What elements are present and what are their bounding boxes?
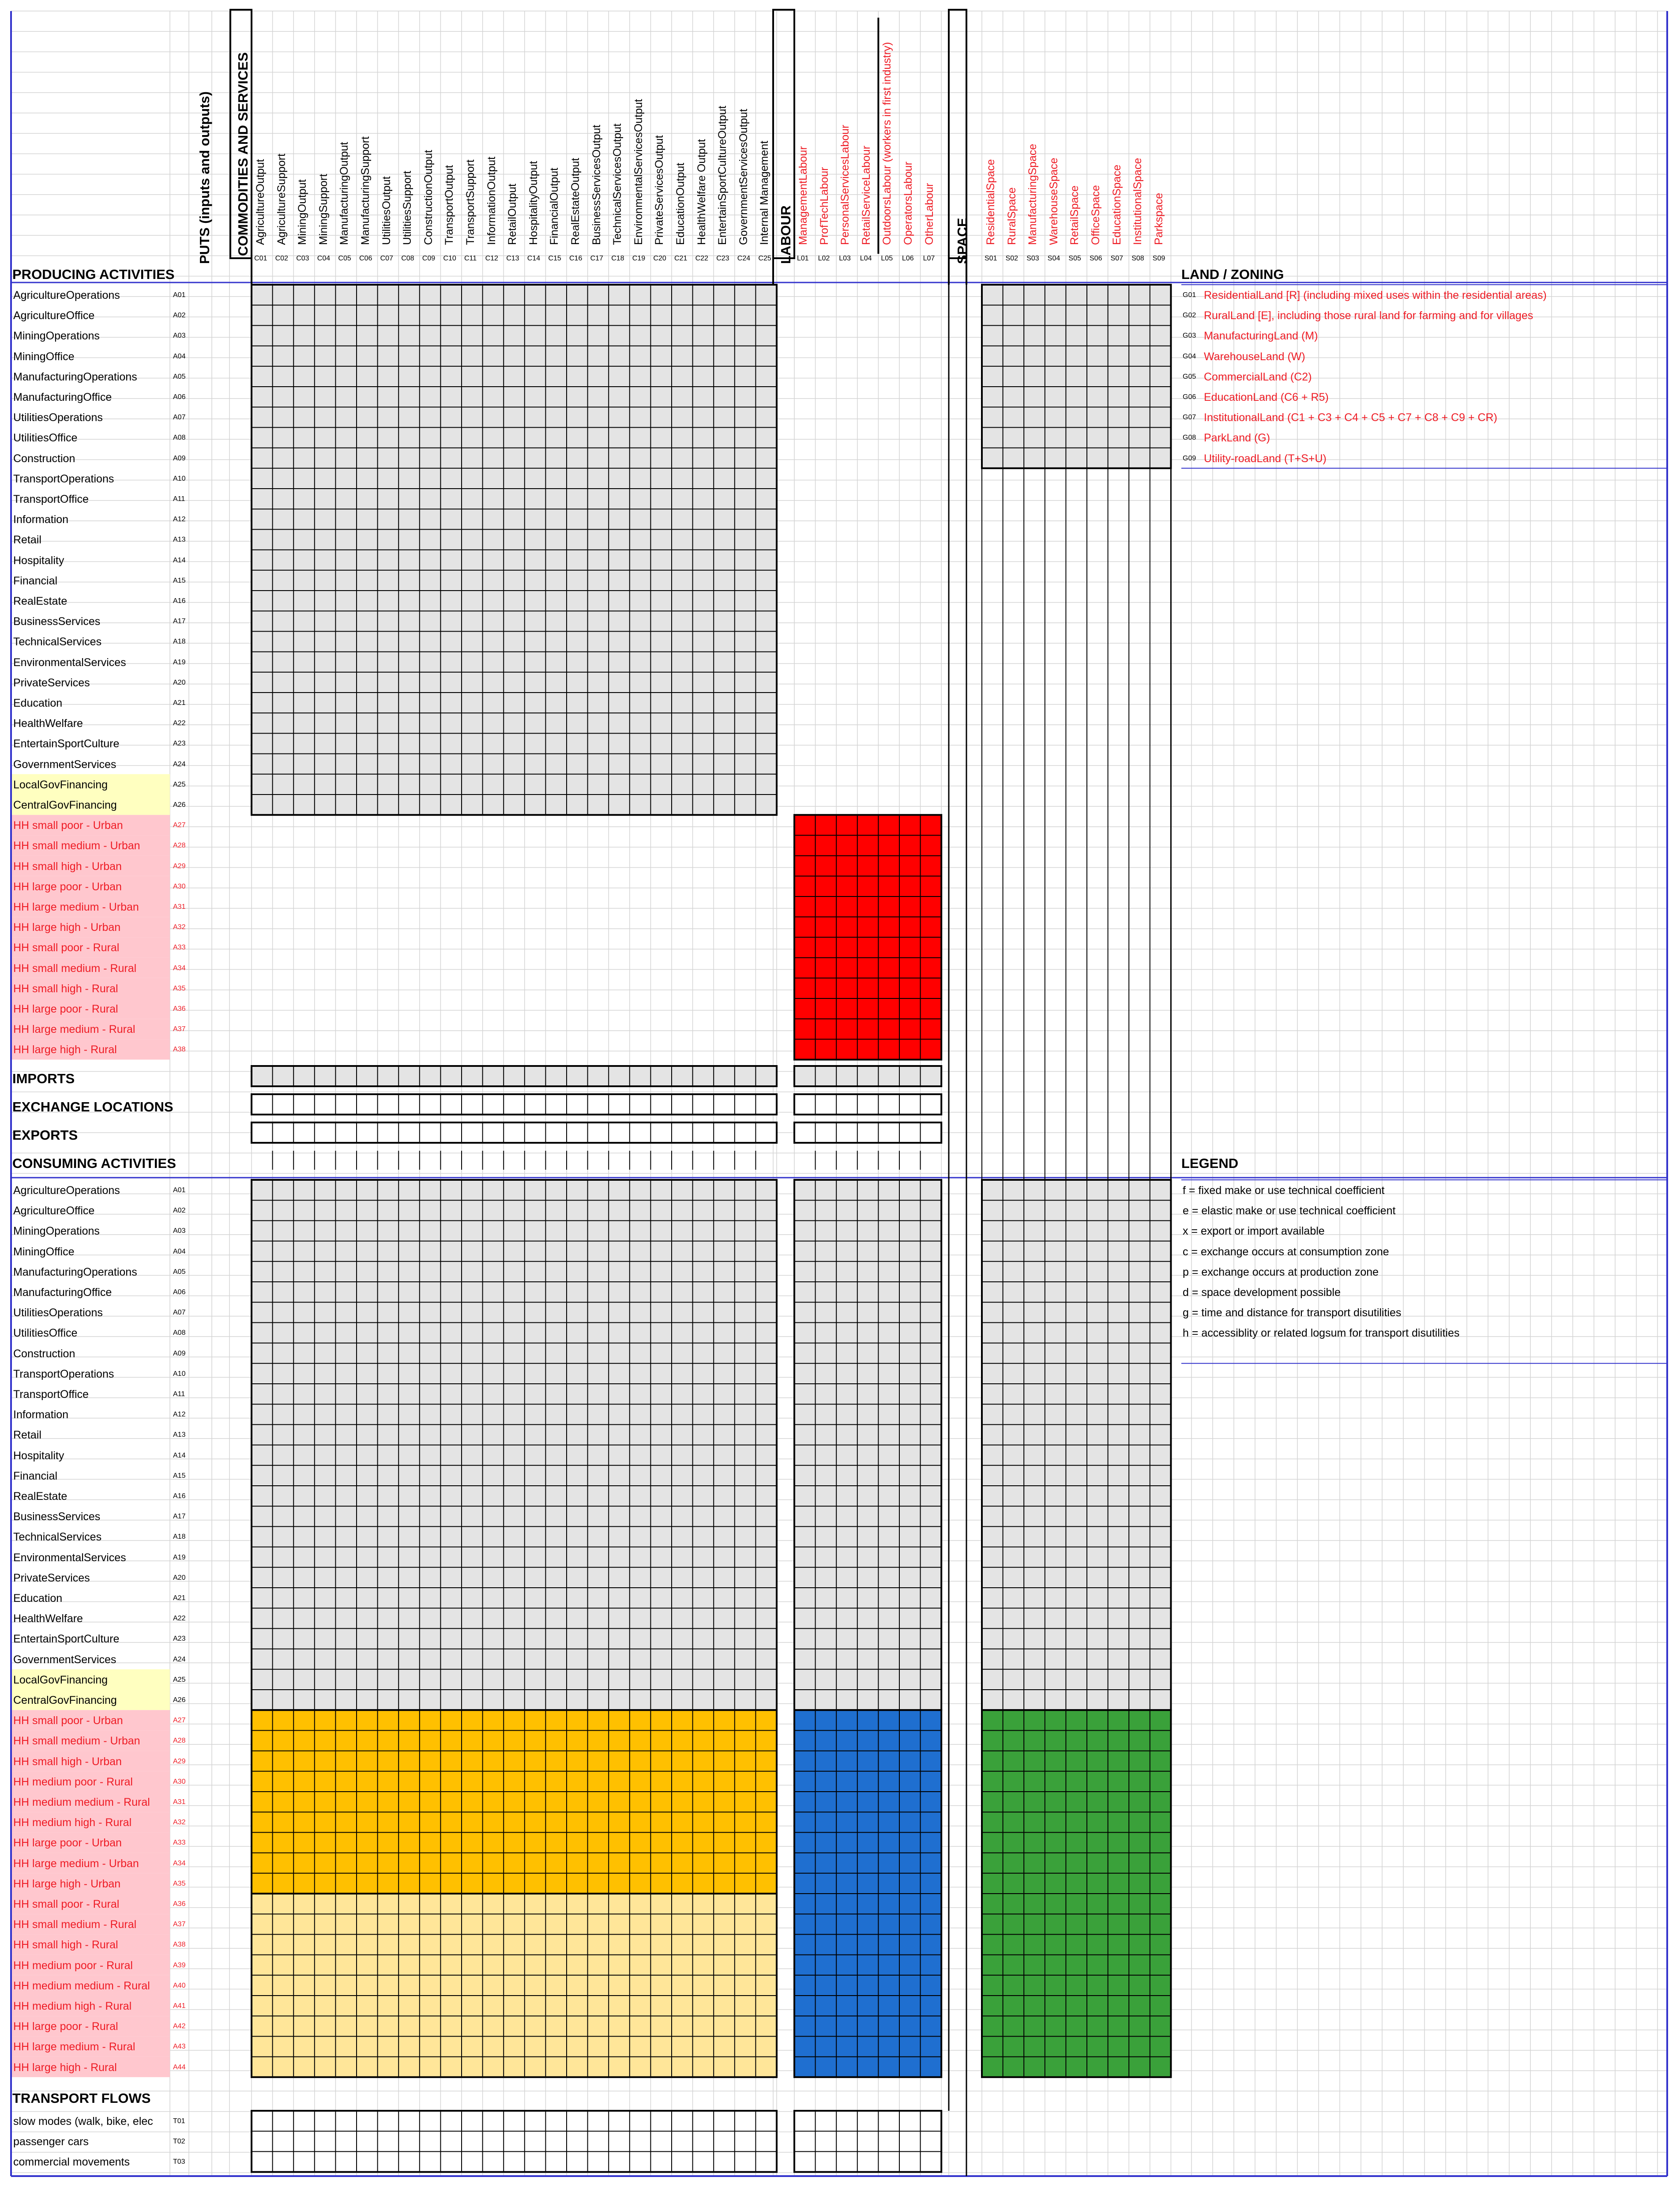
consuming-row-code: A35 [173, 1879, 186, 1887]
labour-column-code: L07 [923, 255, 935, 262]
producing-row-code: A38 [173, 1046, 186, 1054]
commodity-column-label: UtilitiesSupport [401, 170, 414, 245]
commodity-column-code: C16 [569, 255, 583, 262]
commodity-column-code: C02 [275, 255, 288, 262]
consuming-row-label: ManufacturingOperations [13, 1265, 137, 1278]
consuming-row-label: HH medium medium - Rural [13, 1796, 150, 1808]
consuming-row-label: CentralGovFinancing [13, 1694, 117, 1706]
consuming-row-code: A01 [173, 1186, 186, 1194]
producing-row-code: A10 [173, 475, 186, 482]
consuming-row-code: A13 [173, 1431, 186, 1439]
commodity-column-code: C10 [443, 255, 456, 262]
land-zoning-code: G08 [1183, 434, 1196, 442]
land-zoning-label: Utility-roadLand (T+S+U) [1204, 452, 1327, 465]
producing-row-code: A31 [173, 903, 186, 911]
consuming-row-code: A11 [173, 1390, 185, 1398]
producing-row-label: EntertainSportCulture [13, 738, 120, 750]
producing-row-code: A30 [173, 882, 186, 890]
consuming-row-code: A19 [173, 1553, 186, 1561]
commodity-column-code: C06 [359, 255, 372, 262]
land-zoning-label: ResidentialLand [R] (including mixed uses within the residential areas) [1204, 289, 1547, 301]
producing-row-label: HH small medium - Urban [13, 840, 140, 852]
commodity-column-code: C01 [254, 255, 267, 262]
consuming-row-label: HH medium high - Rural [13, 2000, 132, 2012]
commodity-column-code: C05 [338, 255, 351, 262]
commodity-column-label: BusinessServicesOutput [590, 124, 603, 245]
consuming-row-code: A02 [173, 1207, 186, 1215]
consuming-row-label: RealEstate [13, 1490, 68, 1503]
commodity-column-label: TransportSupport [464, 159, 477, 245]
consuming-row-code: A43 [173, 2043, 186, 2051]
consuming-row-label: LocalGovFinancing [13, 1673, 108, 1686]
consuming-row-code: A31 [173, 1798, 186, 1806]
producing-row-code: A37 [173, 1025, 186, 1033]
consuming-row-code: A06 [173, 1288, 186, 1296]
transport-row-label: commercial movements [13, 2156, 130, 2169]
producing-row-label: HH small high - Rural [13, 982, 118, 995]
consuming-row-code: A42 [173, 2022, 186, 2030]
consuming-row-label: TechnicalServices [13, 1531, 102, 1544]
legend-entry: d = space development possible [1183, 1286, 1341, 1299]
producing-row-label: EnvironmentalServices [13, 656, 126, 669]
producing-row-code: A03 [173, 332, 186, 340]
producing-row-label: HH large poor - Urban [13, 880, 122, 893]
producing-row-code: A14 [173, 556, 186, 564]
producing-row-code: A22 [173, 719, 186, 727]
land-zoning-label: WarehouseLand (W) [1204, 350, 1305, 363]
legend-entry: c = exchange occurs at consumption zone [1183, 1245, 1389, 1258]
consuming-row-label: MiningOperations [13, 1225, 100, 1238]
producing-row-code: A09 [173, 454, 186, 462]
producing-row-code: A24 [173, 760, 186, 768]
labour-column-code: L02 [818, 255, 830, 262]
labour-column-code: L01 [797, 255, 809, 262]
consuming-row-code: A18 [173, 1533, 186, 1541]
consuming-row-label: BusinessServices [13, 1510, 101, 1523]
producing-row-label: Retail [13, 534, 41, 546]
legend-entry: h = accessiblity or related logsum for transport disutilities [1183, 1327, 1460, 1340]
producing-row-label: HealthWelfare [13, 717, 83, 730]
consuming-row-code: A04 [173, 1247, 186, 1255]
consuming-row-code: A03 [173, 1227, 186, 1235]
commodity-column-label: TransportOutput [443, 165, 456, 245]
producing-row-code: A29 [173, 862, 186, 870]
consuming-row-label: ManufacturingOffice [13, 1286, 112, 1299]
producing-row-label: HH small poor - Urban [13, 819, 123, 832]
space-column-code: S05 [1068, 255, 1081, 262]
consuming-row-code: A24 [173, 1655, 186, 1663]
labour-header: LABOUR [778, 205, 793, 264]
commodity-column-code: C07 [380, 255, 393, 262]
space-column-label: OfficeSpace [1090, 185, 1102, 245]
labour-column-code: L06 [902, 255, 914, 262]
consuming-row-label: HH medium poor - Rural [13, 1959, 133, 1972]
producing-header: PRODUCING ACTIVITIES [12, 267, 175, 282]
consuming-header: CONSUMING ACTIVITIES [12, 1156, 176, 1171]
producing-row-code: A15 [173, 576, 186, 584]
consuming-row-code: A41 [173, 2002, 186, 2010]
transport-header: TRANSPORT FLOWS [12, 2090, 151, 2106]
commodity-column-label: ManufacturingOutput [338, 142, 351, 245]
commodity-column-code: C21 [674, 255, 688, 262]
producing-row-label: TransportOperations [13, 472, 114, 485]
producing-row-label: BusinessServices [13, 615, 101, 628]
commodity-column-label: MiningOutput [296, 179, 309, 245]
consuming-row-label: HH large poor - Rural [13, 2020, 118, 2033]
commodity-column-label: EnvironmentalServicesOutput [632, 99, 645, 245]
space-header: SPACE [955, 218, 970, 264]
producing-row-code: A18 [173, 638, 186, 646]
commodity-column-label: PrivateServicesOutput [653, 135, 666, 245]
consuming-row-code: A15 [173, 1472, 186, 1480]
land-zoning-code: G04 [1183, 352, 1196, 360]
labour-column-label: OtherLabour [923, 183, 936, 245]
land-zoning-label: ParkLand (G) [1204, 432, 1270, 444]
producing-row-code: A11 [173, 495, 185, 503]
producing-row-label: HH large poor - Rural [13, 1003, 118, 1015]
consuming-row-label: Education [13, 1592, 63, 1604]
producing-row-code: A34 [173, 964, 186, 972]
producing-row-code: A06 [173, 393, 186, 401]
consuming-row-code: A36 [173, 1900, 186, 1908]
producing-row-code: A16 [173, 597, 186, 605]
producing-row-code: A17 [173, 618, 186, 625]
producing-row-code: A27 [173, 821, 186, 829]
producing-row-label: AgricultureOffice [13, 309, 95, 322]
consuming-row-code: A08 [173, 1329, 186, 1337]
producing-row-code: A28 [173, 842, 186, 850]
producing-row-label: PrivateServices [13, 676, 90, 689]
consuming-row-label: EntertainSportCulture [13, 1633, 120, 1646]
producing-row-label: MiningOperations [13, 330, 100, 343]
commodity-column-code: C24 [737, 255, 751, 262]
producing-row-code: A25 [173, 780, 186, 788]
consuming-row-code: A33 [173, 1839, 186, 1847]
producing-row-code: A19 [173, 658, 186, 666]
producing-row-label: Information [13, 513, 69, 526]
consuming-row-code: A25 [173, 1676, 186, 1683]
consuming-row-code: A26 [173, 1696, 186, 1704]
commodities-header: COMMODITIES AND SERVICES [235, 52, 251, 256]
consuming-row-code: A21 [173, 1594, 186, 1602]
land-zoning-code: G09 [1183, 454, 1196, 462]
consuming-row-code: A17 [173, 1513, 186, 1521]
commodity-column-code: C14 [527, 255, 541, 262]
consuming-row-label: Hospitality [13, 1449, 64, 1462]
commodity-column-code: C20 [653, 255, 666, 262]
consuming-row-code: A39 [173, 1961, 186, 1969]
commodity-column-code: C15 [548, 255, 561, 262]
commodity-column-label: ManufacturingSupport [359, 136, 372, 245]
consuming-row-code: A22 [173, 1615, 186, 1623]
consuming-row-code: A29 [173, 1757, 186, 1765]
producing-row-label: ManufacturingOperations [13, 370, 137, 383]
commodity-column-code: C17 [590, 255, 603, 262]
space-column-label: InstitutionalSpace [1131, 158, 1144, 245]
consuming-row-code: A09 [173, 1349, 186, 1357]
transport-row-code: T02 [173, 2138, 185, 2146]
producing-row-code: A33 [173, 944, 186, 952]
labour-column-label: OutdoorsLabour (workers in first industry) [881, 42, 894, 245]
commodity-column-code: C22 [695, 255, 708, 262]
transport-row-label: passenger cars [13, 2135, 89, 2148]
consuming-row-label: HH small high - Urban [13, 1755, 122, 1768]
consuming-row-code: A07 [173, 1309, 186, 1317]
space-column-code: S09 [1152, 255, 1165, 262]
space-column-code: S04 [1047, 255, 1060, 262]
commodity-column-code: C19 [632, 255, 646, 262]
consuming-row-label: HH small high - Rural [13, 1939, 118, 1951]
commodity-column-code: C23 [716, 255, 729, 262]
commodity-column-code: C09 [422, 255, 436, 262]
producing-row-label: HH large high - Urban [13, 921, 121, 934]
producing-row-code: A20 [173, 678, 186, 686]
commodity-column-label: ConstructionOutput [422, 150, 435, 245]
consuming-row-label: PrivateServices [13, 1571, 90, 1584]
commodity-column-code: C18 [611, 255, 624, 262]
commodity-column-label: EntertainSportCultureOutput [716, 105, 729, 245]
producing-row-code: A23 [173, 740, 186, 748]
space-column-label: Parkspace [1152, 192, 1165, 245]
producing-row-label: Education [13, 697, 63, 709]
commodity-column-label: AgricultureOutput [254, 159, 267, 245]
commodity-column-label: HospitalityOutput [527, 161, 540, 245]
producing-row-label: LocalGovFinancing [13, 778, 108, 791]
transport-row-label: slow modes (walk, bike, elec [13, 2115, 153, 2128]
imports-header: IMPORTS [12, 1071, 75, 1086]
producing-row-code: A04 [173, 352, 186, 360]
labour-column-code: L05 [881, 255, 893, 262]
commodity-column-code: C04 [317, 255, 331, 262]
land-zoning-label: ManufacturingLand (M) [1204, 330, 1318, 343]
producing-row-label: RealEstate [13, 595, 68, 607]
consuming-row-label: UtilitiesOffice [13, 1327, 78, 1340]
consuming-row-label: Construction [13, 1347, 75, 1360]
land-zoning-label: InstitutionalLand (C1 + C3 + C4 + C5 + C7 + C8 + C9 + CR) [1204, 411, 1497, 424]
land-zoning-code: G03 [1183, 332, 1196, 340]
consuming-row-label: GovernmentServices [13, 1653, 117, 1666]
producing-row-label: HH small high - Urban [13, 860, 122, 873]
producing-row-code: A02 [173, 312, 186, 320]
consuming-row-label: HH large high - Urban [13, 1877, 121, 1890]
commodity-column-label: Internal Management [758, 140, 771, 245]
commodity-column-label: AgricultureSupport [275, 153, 288, 245]
land-zoning-code: G06 [1183, 393, 1196, 401]
land-zoning-header: LAND / ZONING [1181, 267, 1284, 282]
commodity-column-label: FinancialOutput [548, 167, 561, 245]
land-zoning-label: EducationLand (C6 + R5) [1204, 391, 1329, 403]
producing-row-label: HH small poor - Rural [13, 942, 120, 954]
exports-header: EXPORTS [12, 1127, 78, 1143]
legend-entry: e = elastic make or use technical coefficient [1183, 1205, 1396, 1217]
space-column-label: WarehouseSpace [1047, 158, 1060, 245]
space-column-label: ResidentialSpace [985, 159, 997, 245]
labour-column-label: ProfTechLabour [818, 167, 831, 245]
consuming-row-label: HH small medium - Urban [13, 1735, 140, 1748]
commodity-column-label: EducationOutput [674, 162, 687, 245]
consuming-row-label: UtilitiesOperations [13, 1307, 103, 1319]
producing-row-label: TechnicalServices [13, 636, 102, 648]
producing-row-label: AgricultureOperations [13, 289, 120, 301]
producing-row-label: UtilitiesOperations [13, 411, 103, 424]
producing-row-code: A12 [173, 516, 186, 524]
consuming-row-label: Information [13, 1409, 69, 1421]
labour-column-label: PersonalServicesLabour [839, 124, 852, 245]
consuming-row-code: A12 [173, 1411, 186, 1419]
commodity-column-label: InformationOutput [485, 156, 498, 245]
legend-header: LEGEND [1181, 1156, 1239, 1171]
commodity-column-label: GovernmentServicesOutput [737, 109, 750, 245]
transport-row-code: T01 [173, 2117, 185, 2125]
producing-row-label: ManufacturingOffice [13, 391, 112, 403]
producing-row-label: HH large medium - Rural [13, 1023, 135, 1036]
space-column-code: S06 [1090, 255, 1102, 262]
consuming-row-label: TransportOffice [13, 1388, 89, 1401]
consuming-row-label: HH large high - Rural [13, 2061, 117, 2074]
commodity-column-code: C08 [401, 255, 414, 262]
transport-row-code: T03 [173, 2158, 185, 2166]
producing-row-label: Hospitality [13, 554, 64, 567]
legend-entry: p = exchange occurs at production zone [1183, 1265, 1379, 1278]
producing-row-label: MiningOffice [13, 350, 75, 363]
producing-row-label: GovernmentServices [13, 758, 117, 771]
consuming-row-code: A16 [173, 1492, 186, 1500]
commodity-column-label: RetailOutput [506, 184, 519, 245]
consuming-row-code: A40 [173, 1981, 186, 1989]
producing-row-label: TransportOffice [13, 493, 89, 505]
producing-row-label: HH small medium - Rural [13, 962, 137, 975]
consuming-row-label: HH large medium - Urban [13, 1857, 139, 1870]
consuming-row-label: HH medium poor - Rural [13, 1775, 133, 1788]
space-column-label: RuralSpace [1005, 187, 1018, 245]
space-column-label: RetailSpace [1068, 185, 1081, 245]
consuming-row-label: HH large poor - Urban [13, 1837, 122, 1849]
producing-row-code: A32 [173, 923, 186, 931]
land-zoning-code: G01 [1183, 291, 1196, 299]
space-column-label: ManufacturingSpace [1026, 143, 1039, 245]
labour-column-label: RetailServiceLabour [860, 145, 872, 245]
labour-column-label: OperatorsLabour [902, 161, 914, 245]
legend-entry: f = fixed make or use technical coefficient [1183, 1184, 1385, 1197]
labour-column-code: L03 [839, 255, 851, 262]
producing-row-code: A36 [173, 1005, 186, 1013]
consuming-row-label: Financial [13, 1469, 58, 1482]
producing-row-label: Financial [13, 574, 58, 587]
producing-row-code: A21 [173, 699, 186, 707]
producing-row-code: A07 [173, 414, 186, 422]
puts-header: PUTS (inputs and outputs) [197, 91, 212, 264]
producing-row-code: A35 [173, 984, 186, 992]
producing-row-label: HH large high - Rural [13, 1043, 117, 1056]
land-zoning-code: G02 [1183, 312, 1196, 320]
consuming-row-code: A32 [173, 1819, 186, 1827]
commodity-column-code: C11 [464, 255, 477, 262]
consuming-row-label: HH small poor - Urban [13, 1714, 123, 1727]
exchange-header: EXCHANGE LOCATIONS [12, 1099, 173, 1115]
producing-row-label: HH large medium - Urban [13, 901, 139, 913]
consuming-row-code: A34 [173, 1859, 186, 1867]
commodity-column-label: RealEstateOutput [569, 158, 582, 245]
consuming-row-code: A23 [173, 1635, 186, 1643]
legend-entry: g = time and distance for transport disutilities [1183, 1307, 1402, 1319]
consuming-row-label: HH small poor - Rural [13, 1898, 120, 1910]
consuming-row-label: HH large medium - Rural [13, 2041, 135, 2053]
producing-row-label: UtilitiesOffice [13, 432, 78, 444]
producing-row-code: A13 [173, 536, 186, 544]
commodity-column-label: UtilitiesOutput [380, 176, 393, 245]
commodity-column-code: C25 [758, 255, 771, 262]
consuming-row-code: A14 [173, 1451, 186, 1459]
producing-row-code: A05 [173, 373, 186, 380]
consuming-row-code: A37 [173, 1921, 186, 1928]
consuming-row-label: MiningOffice [13, 1245, 75, 1258]
commodity-column-code: C13 [506, 255, 519, 262]
consuming-row-code: A20 [173, 1574, 186, 1582]
legend-entry: x = export or import available [1183, 1225, 1325, 1238]
consuming-row-code: A05 [173, 1268, 186, 1276]
consuming-row-label: EnvironmentalServices [13, 1551, 126, 1564]
consuming-row-label: HH medium high - Rural [13, 1816, 132, 1829]
space-column-code: S03 [1026, 255, 1039, 262]
space-column-code: S01 [985, 255, 997, 262]
commodity-column-code: C03 [296, 255, 309, 262]
consuming-row-code: A44 [173, 2063, 186, 2071]
land-zoning-label: RuralLand [E], including those rural land for farming and for villages [1204, 309, 1533, 322]
consuming-row-label: HH small medium - Rural [13, 1918, 137, 1931]
commodity-column-code: C12 [485, 255, 498, 262]
labour-column-label: ManagementLabour [797, 146, 809, 245]
producing-row-label: Construction [13, 452, 75, 465]
labour-column-code: L04 [860, 255, 872, 262]
commodity-column-label: HealthWelfare Output [695, 139, 708, 245]
land-zoning-code: G05 [1183, 373, 1196, 380]
space-column-label: EducationSpace [1110, 164, 1123, 245]
consuming-row-label: Retail [13, 1429, 41, 1442]
consuming-row-label: AgricultureOperations [13, 1184, 120, 1197]
consuming-row-label: HH medium medium - Rural [13, 1979, 150, 1992]
producing-row-code: A08 [173, 434, 186, 442]
consuming-row-code: A38 [173, 1941, 186, 1949]
land-zoning-code: G07 [1183, 414, 1196, 422]
producing-row-label: CentralGovFinancing [13, 799, 117, 811]
consuming-row-code: A30 [173, 1778, 186, 1785]
consuming-row-code: A10 [173, 1370, 186, 1378]
consuming-row-code: A28 [173, 1737, 186, 1745]
land-zoning-label: CommercialLand (C2) [1204, 370, 1312, 383]
commodity-column-label: TechnicalServicesOutput [611, 123, 624, 245]
producing-row-code: A01 [173, 291, 186, 299]
space-column-code: S08 [1131, 255, 1144, 262]
consuming-row-label: TransportOperations [13, 1367, 114, 1380]
space-column-code: S02 [1005, 255, 1019, 262]
consuming-row-label: AgricultureOffice [13, 1205, 95, 1217]
space-column-code: S07 [1110, 255, 1124, 262]
producing-row-code: A26 [173, 801, 186, 809]
consuming-row-code: A27 [173, 1717, 186, 1725]
consuming-row-label: HealthWelfare [13, 1612, 83, 1625]
commodity-column-label: MiningSupport [317, 173, 330, 245]
